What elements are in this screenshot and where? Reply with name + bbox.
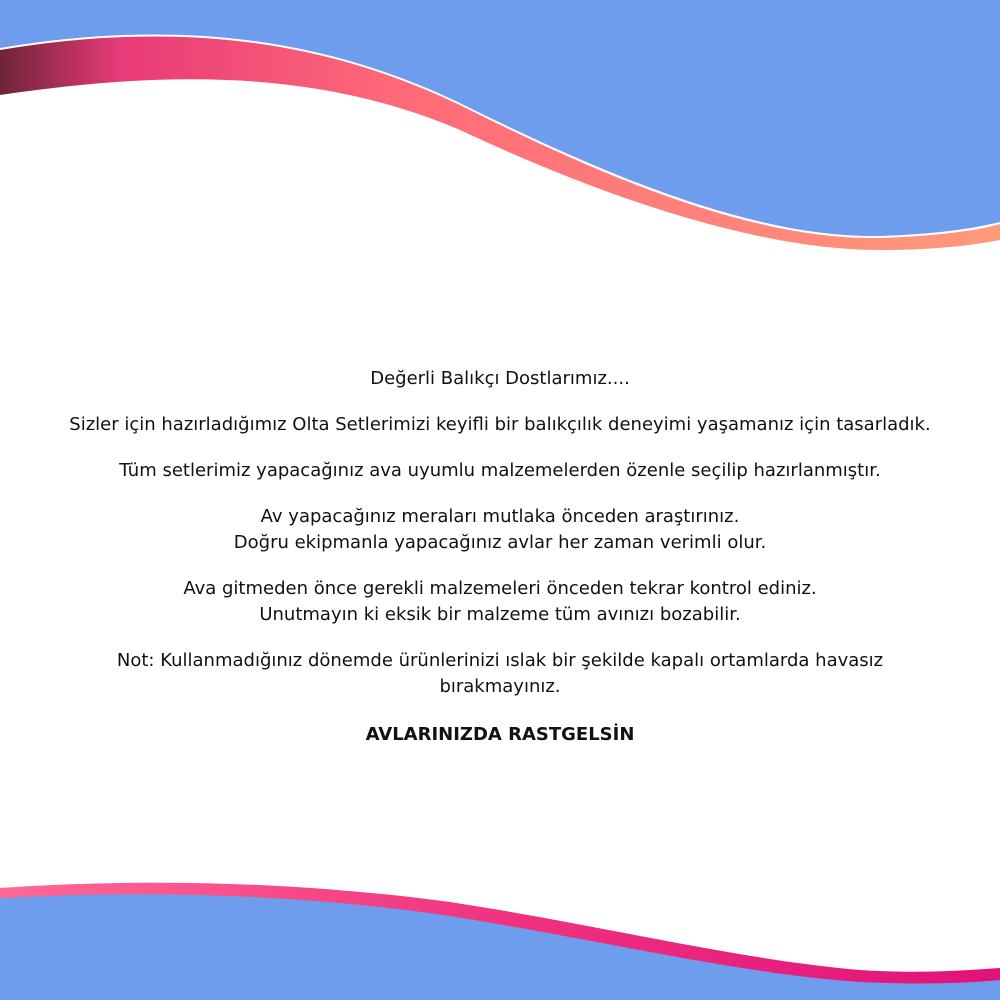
note-line-1: Not: Kullanmadığınız dönemde ürünlerinizi ıslak bir şekilde kapalı ortamlarda havasız	[116, 650, 884, 671]
materials-text: Tüm setlerimiz yapacağınız ava uyumlu malzemelerden özenle seçilip hazırlanmıştır.	[119, 460, 881, 481]
note-paragraph	[20, 648, 980, 700]
bottom-wave-decoration	[0, 870, 1000, 1000]
research-line-1: Av yapacağınız meraları mutlaka önceden araştırınız.	[260, 506, 740, 527]
research-paragraph	[20, 504, 980, 556]
greeting-text: Değerli Balıkçı Dostlarımız....	[370, 368, 630, 389]
bottom-wave-blue	[0, 894, 1000, 1000]
message-block	[20, 366, 980, 768]
check-line-2: Unutmayın ki eksik bir malzeme tüm avınızı bozabilir.	[259, 604, 741, 625]
check-paragraph	[20, 576, 980, 628]
note-line-2: bırakmayınız.	[439, 676, 561, 697]
top-wave-blue	[0, 0, 1000, 236]
top-wave-decoration	[0, 0, 1000, 260]
check-line-1: Ava gitmeden önce gerekli malzemeleri önceden tekrar kontrol ediniz.	[183, 578, 817, 599]
research-line-2: Doğru ekipmanla yapacağınız avlar her zaman verimli olur.	[233, 532, 767, 553]
signoff-text: AVLARINIZDA RASTGELSİN	[365, 724, 635, 745]
intro-text: Sizler için hazırladığımız Olta Setlerimizi keyifli bir balıkçılık deneyimi yaşamanız için tasarladık.	[69, 414, 931, 435]
